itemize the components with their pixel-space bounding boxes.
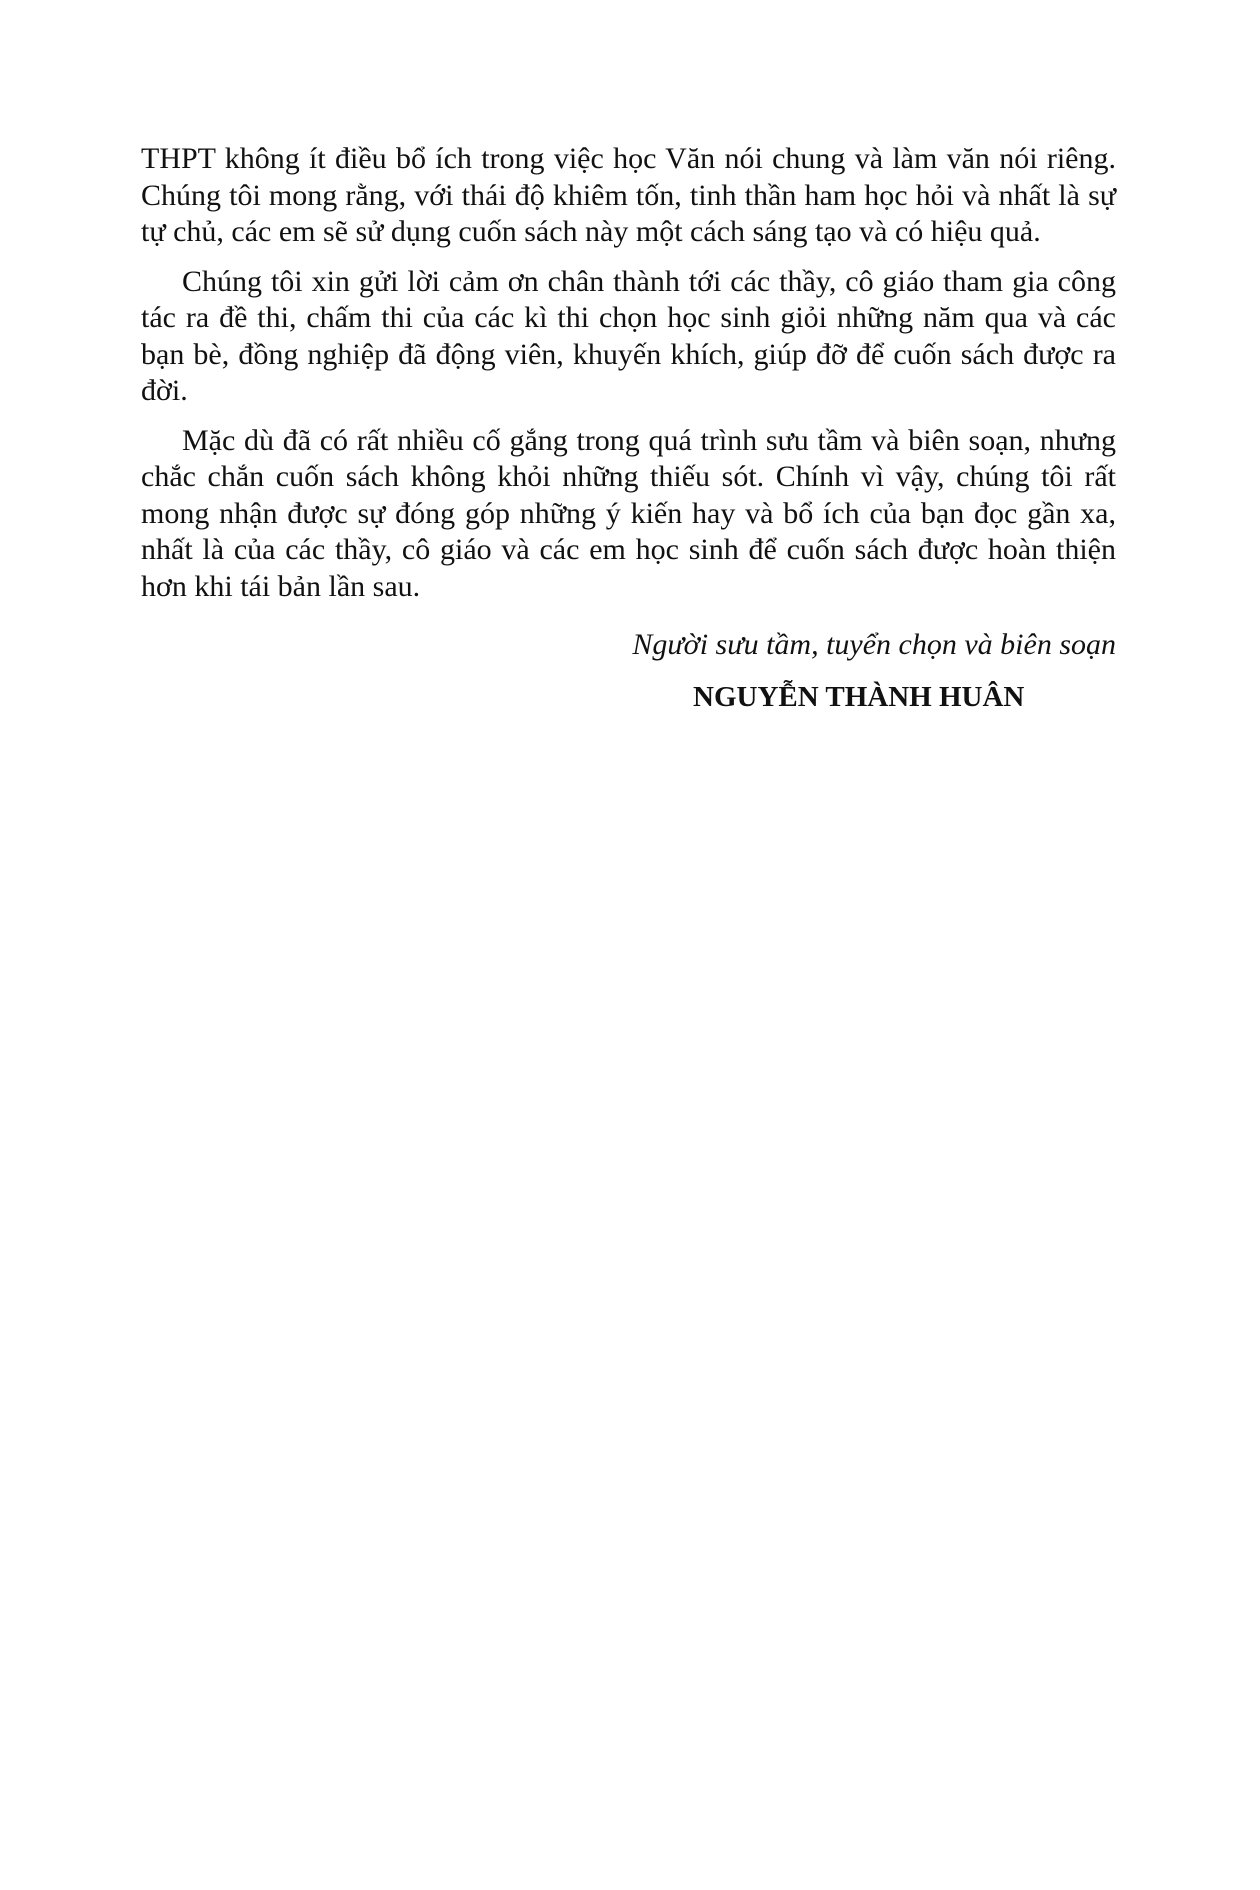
signature-role: Người sưu tầm, tuyển chọn và biên soạn [632, 628, 1116, 661]
body-text [141, 141, 1116, 618]
signature-name: NGUYỄN THÀNH HUÂN [693, 681, 1025, 713]
paragraph-continuation: THPT không ít điều bổ ích trong việc học Văn nói chung và làm văn nói riêng. Chúng tôi mong rằng, với thái độ khiêm tốn, tinh thần ham học hỏi và nhất là sự tự chủ, các em sẽ sử dụng cuốn sách này một cách sáng tạo và có hiệu quả. [141, 142, 1116, 248]
paragraph-request-feedback: Mặc dù đã có rất nhiều cố gắng trong quá trình sưu tầm và biên soạn, nhưng chắc chắn cuốn sách không khỏi những thiếu sót. Chính vì vậy, chúng tôi rất mong nhận được sự đóng góp những ý kiến hay và bổ ích của bạn đọc gần xa, nhất là của các thầy, cô giáo và các em học sinh để cuốn sách được hoàn thiện hơn khi tái bản lần sau. [141, 423, 1116, 603]
signature-block [560, 627, 1116, 713]
paragraph-acknowledgement: Chúng tôi xin gửi lời cảm ơn chân thành tới các thầy, cô giáo tham gia công tác ra đề thi, chấm thi của các kì thi chọn học sinh giỏi những năm qua và các bạn bè, đồng nghiệp đã động viên, khuyến khích, giúp đỡ để cuốn sách được ra đời. [141, 264, 1116, 407]
